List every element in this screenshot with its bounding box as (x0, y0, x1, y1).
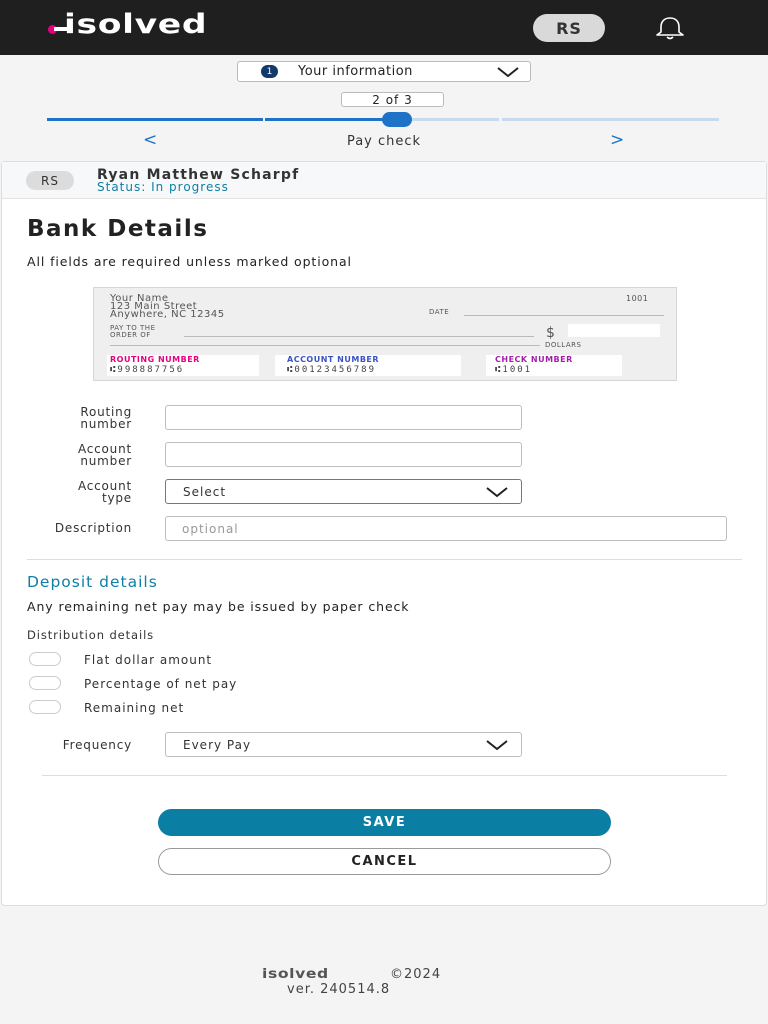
radio-remaining[interactable] (29, 700, 61, 714)
check-dollars-line (110, 345, 540, 346)
radio-percentage[interactable] (29, 676, 61, 690)
logo-text: isolved (64, 9, 208, 40)
progress-indicator (382, 112, 412, 127)
chevron-down-icon (496, 65, 520, 79)
user-avatar[interactable]: RS (533, 14, 605, 42)
check-number-value: ⑆1001 (495, 365, 533, 375)
footer-logo: isolved (262, 967, 329, 982)
account-number-input[interactable] (165, 442, 522, 467)
deposit-note: Any remaining net pay may be issued by paper check (27, 599, 410, 614)
bell-icon[interactable] (650, 14, 690, 42)
routing-number-label: ROUTING NUMBER (110, 355, 200, 364)
footer-version: ver. 240514.8 (287, 982, 391, 997)
progress-remaining (399, 118, 499, 121)
page-title: Bank Details (27, 216, 209, 242)
radio-flat-dollar[interactable] (29, 652, 61, 666)
radio-label-flat-dollar: Flat dollar amount (84, 653, 213, 667)
type-label-line2: type (101, 491, 132, 505)
check-street: 123 Main Street (110, 301, 198, 312)
description-field-label: Description (54, 521, 132, 535)
frequency-field-label: Frequency (62, 738, 132, 752)
frequency-value: Every Pay (183, 737, 252, 752)
footer-copyright: ©2024 (390, 967, 442, 982)
check-number-label: CHECK NUMBER (495, 355, 573, 364)
account-number-field-label (22, 443, 132, 467)
progress-remaining (502, 118, 719, 121)
chevron-down-icon (485, 739, 509, 751)
account-number-label: ACCOUNT NUMBER (287, 355, 380, 364)
step-title: Pay check (346, 134, 422, 149)
person-avatar: RS (26, 171, 74, 190)
account-type-field-label (22, 480, 132, 504)
routing-number-input[interactable] (165, 405, 522, 430)
account-number-value: ⑆00123456789 (287, 365, 377, 375)
account-type-value: Select (183, 484, 227, 499)
step-number-badge: 1 (261, 65, 278, 78)
check-name: Your Name (110, 293, 169, 304)
check-dollars-label: DOLLARS (545, 341, 582, 349)
person-header (2, 162, 766, 199)
check-illustration (93, 287, 677, 381)
routing-number-field-label (22, 406, 132, 430)
next-step-button[interactable]: > (610, 130, 625, 150)
check-payto-label-1: PAY TO THE (110, 324, 156, 332)
section-divider (42, 775, 727, 776)
step-counter: 2 of 3 (341, 92, 444, 107)
check-dollar-sign: $ (546, 325, 556, 341)
account-label-line2: number (80, 454, 132, 468)
prev-step-button[interactable]: < (143, 130, 158, 150)
check-number-top: 1001 (626, 294, 649, 303)
check-payto-label-2: ORDER OF (110, 331, 151, 339)
check-date-line (464, 315, 664, 316)
routing-number-value: ⑆998887756 (110, 365, 185, 375)
check-city: Anywhere, NC 12345 (110, 309, 225, 320)
account-type-select[interactable] (165, 479, 522, 504)
check-amount-box (568, 324, 660, 337)
deposit-details-heading: Deposit details (27, 573, 158, 591)
required-note: All fields are required unless marked optional (27, 254, 352, 269)
frequency-select[interactable] (165, 732, 522, 757)
step-label: Your information (298, 64, 413, 79)
person-name: Ryan Matthew Scharpf (97, 167, 300, 183)
progress-filled (47, 118, 263, 121)
progress-filled (265, 118, 399, 121)
routing-label-line1: Routing (80, 405, 132, 419)
chevron-down-icon (485, 486, 509, 498)
description-input[interactable] (165, 516, 727, 541)
check-payto-line (184, 336, 534, 337)
radio-label-remaining: Remaining net (84, 701, 185, 715)
routing-label-line2: number (80, 417, 132, 431)
section-divider (27, 559, 742, 560)
top-bar (0, 0, 768, 55)
status-badge: Status: In progress (97, 180, 229, 194)
radio-label-percentage: Percentage of net pay (84, 677, 238, 691)
step-selector[interactable] (237, 61, 531, 82)
distribution-details-label: Distribution details (27, 628, 155, 642)
cancel-button[interactable]: CANCEL (158, 848, 611, 875)
account-label-line1: Account (77, 442, 132, 456)
bank-details-card (1, 161, 767, 906)
type-label-line1: Account (77, 479, 132, 493)
check-date-label: DATE (429, 308, 450, 316)
save-button[interactable]: SAVE (158, 809, 611, 836)
